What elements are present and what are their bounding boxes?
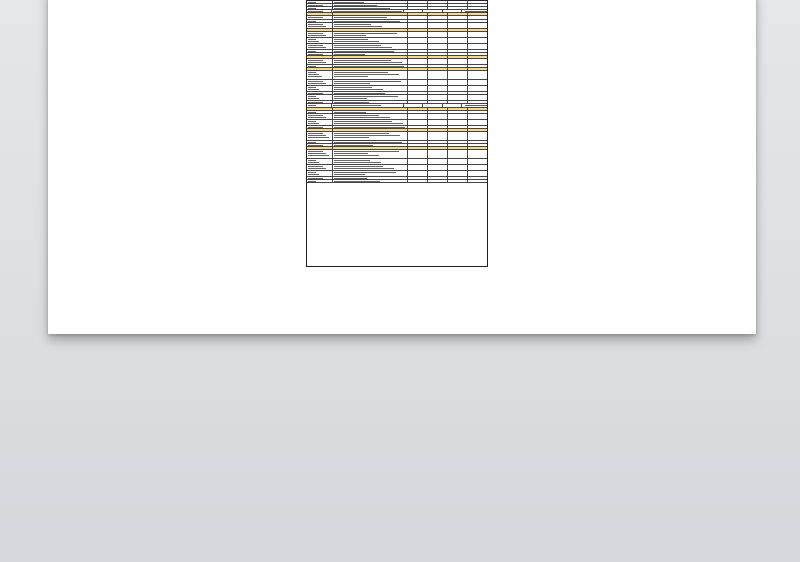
table-cell bbox=[307, 32, 333, 37]
table-cell bbox=[428, 111, 448, 113]
table-cell bbox=[428, 1, 448, 3]
table-cell bbox=[333, 4, 408, 6]
table-cell bbox=[307, 104, 332, 106]
table-cell bbox=[468, 126, 487, 128]
table-cell bbox=[428, 101, 448, 103]
table-cell bbox=[448, 132, 468, 140]
table-cell bbox=[468, 150, 487, 158]
table-cell bbox=[408, 92, 428, 94]
table-cell bbox=[307, 50, 333, 52]
table-cell bbox=[408, 114, 428, 119]
table-cell bbox=[307, 53, 333, 55]
table-cell bbox=[448, 101, 468, 103]
table-cell bbox=[428, 92, 448, 94]
table-cell bbox=[333, 68, 408, 70]
table-cell bbox=[448, 165, 468, 170]
table-cell bbox=[408, 59, 428, 64]
table-cell bbox=[423, 10, 442, 12]
table-cell bbox=[333, 101, 408, 103]
table-cell bbox=[307, 29, 333, 31]
table-cell bbox=[428, 23, 448, 28]
table-cell bbox=[307, 44, 333, 49]
table-cell bbox=[428, 95, 448, 100]
table-cell bbox=[408, 56, 428, 58]
table-cell bbox=[333, 53, 408, 55]
table-cell bbox=[428, 159, 448, 164]
spreadsheet-table bbox=[306, 0, 488, 267]
table-cell bbox=[462, 10, 487, 12]
table-cell bbox=[468, 32, 487, 37]
table-cell bbox=[307, 86, 333, 91]
table-cell bbox=[333, 165, 408, 170]
table-cell bbox=[468, 16, 487, 18]
table-cell bbox=[408, 80, 428, 85]
table-cell bbox=[448, 50, 468, 52]
table-cell bbox=[408, 177, 428, 179]
table-cell bbox=[448, 1, 468, 3]
table-cell bbox=[468, 147, 487, 149]
table-cell bbox=[408, 7, 428, 9]
table-cell bbox=[428, 80, 448, 85]
table-cell bbox=[468, 92, 487, 94]
table-cell bbox=[462, 104, 487, 106]
table-cell bbox=[408, 144, 428, 146]
table-cell bbox=[307, 95, 333, 100]
table-cell bbox=[428, 144, 448, 146]
table-cell bbox=[333, 111, 408, 113]
table-cell bbox=[408, 150, 428, 158]
table-cell bbox=[468, 108, 487, 110]
table-cell bbox=[468, 95, 487, 100]
table-cell bbox=[448, 29, 468, 31]
table-cell bbox=[307, 126, 333, 128]
table-cell bbox=[333, 150, 408, 158]
table-cell bbox=[307, 144, 333, 146]
table-cell bbox=[307, 59, 333, 64]
table-cell bbox=[448, 92, 468, 94]
table-cell bbox=[408, 13, 428, 15]
table-cell bbox=[333, 114, 408, 119]
table-cell bbox=[428, 32, 448, 37]
table-row bbox=[307, 150, 487, 159]
table-cell bbox=[307, 159, 333, 164]
table-cell bbox=[428, 129, 448, 131]
table-cell bbox=[307, 165, 333, 170]
table-cell bbox=[333, 1, 408, 3]
table-cell bbox=[428, 59, 448, 64]
table-cell bbox=[468, 101, 487, 103]
table-cell bbox=[333, 56, 408, 58]
table-cell bbox=[333, 80, 408, 85]
table-cell bbox=[408, 165, 428, 170]
table-cell bbox=[408, 108, 428, 110]
table-cell bbox=[443, 104, 462, 106]
table-cell bbox=[428, 71, 448, 79]
table-cell bbox=[468, 132, 487, 140]
table-cell bbox=[408, 111, 428, 113]
table-cell bbox=[448, 86, 468, 91]
table-cell bbox=[408, 159, 428, 164]
table-cell bbox=[333, 13, 408, 15]
table-cell bbox=[448, 126, 468, 128]
table-cell bbox=[448, 111, 468, 113]
table-cell bbox=[428, 16, 448, 18]
table-cell bbox=[448, 23, 468, 28]
table-cell bbox=[448, 56, 468, 58]
table-cell bbox=[428, 180, 448, 182]
table-cell bbox=[307, 71, 333, 79]
table-cell bbox=[448, 95, 468, 100]
table-cell bbox=[468, 20, 487, 22]
table-cell bbox=[333, 23, 408, 28]
table-cell bbox=[428, 120, 448, 125]
table-cell bbox=[307, 1, 333, 3]
table-cell bbox=[307, 7, 333, 9]
table-cell bbox=[408, 44, 428, 49]
table-cell bbox=[333, 129, 408, 131]
table-cell bbox=[408, 141, 428, 143]
table-cell bbox=[468, 159, 487, 164]
table-cell bbox=[468, 1, 487, 3]
table-cell bbox=[428, 56, 448, 58]
table-cell bbox=[448, 4, 468, 6]
table-cell bbox=[468, 68, 487, 70]
table-cell bbox=[333, 59, 408, 64]
table-cell bbox=[428, 4, 448, 6]
table-cell bbox=[307, 65, 333, 67]
table-cell bbox=[307, 120, 333, 125]
table-cell bbox=[333, 20, 408, 22]
table-cell bbox=[307, 132, 333, 140]
table-cell bbox=[408, 71, 428, 79]
table-cell bbox=[333, 132, 408, 140]
table-cell bbox=[448, 7, 468, 9]
table-cell bbox=[468, 144, 487, 146]
table-cell bbox=[428, 114, 448, 119]
table-cell bbox=[468, 7, 487, 9]
table-cell bbox=[468, 111, 487, 113]
table-cell bbox=[448, 114, 468, 119]
table-cell bbox=[448, 80, 468, 85]
table-cell bbox=[443, 10, 462, 12]
table-cell bbox=[448, 144, 468, 146]
table-cell bbox=[468, 65, 487, 67]
table-cell bbox=[448, 177, 468, 179]
table-cell bbox=[333, 159, 408, 164]
table-cell bbox=[448, 13, 468, 15]
table-cell bbox=[307, 114, 333, 119]
table-cell bbox=[333, 65, 408, 67]
table-cell bbox=[428, 126, 448, 128]
table-cell bbox=[408, 129, 428, 131]
table-cell bbox=[428, 44, 448, 49]
table-cell bbox=[333, 71, 408, 79]
table-cell bbox=[428, 13, 448, 15]
table-cell bbox=[448, 20, 468, 22]
table-cell bbox=[307, 80, 333, 85]
table-row bbox=[307, 71, 487, 80]
table-cell bbox=[408, 53, 428, 55]
table-cell bbox=[307, 177, 333, 179]
table-cell bbox=[468, 120, 487, 125]
table-cell bbox=[448, 150, 468, 158]
table-cell bbox=[333, 95, 408, 100]
table-cell bbox=[468, 13, 487, 15]
table-cell bbox=[468, 53, 487, 55]
table-cell bbox=[404, 10, 423, 12]
table-cell bbox=[333, 126, 408, 128]
table-cell bbox=[448, 108, 468, 110]
table-cell bbox=[448, 38, 468, 43]
table-cell bbox=[408, 50, 428, 52]
document-page bbox=[48, 0, 756, 334]
table-cell bbox=[333, 92, 408, 94]
table-cell bbox=[332, 104, 404, 106]
table-cell bbox=[468, 165, 487, 170]
table-cell bbox=[428, 38, 448, 43]
table-cell bbox=[428, 68, 448, 70]
table-cell bbox=[428, 147, 448, 149]
table-cell bbox=[428, 20, 448, 22]
table-cell bbox=[307, 10, 332, 12]
table-cell bbox=[333, 120, 408, 125]
table-cell bbox=[307, 38, 333, 43]
table-cell bbox=[408, 20, 428, 22]
table-cell bbox=[468, 177, 487, 179]
table-cell bbox=[448, 65, 468, 67]
table-cell bbox=[307, 150, 333, 158]
table-cell bbox=[307, 92, 333, 94]
table-cell bbox=[408, 120, 428, 125]
table-cell bbox=[428, 53, 448, 55]
table-cell bbox=[468, 129, 487, 131]
table-cell bbox=[307, 141, 333, 143]
table-row bbox=[307, 132, 487, 141]
table-cell bbox=[448, 171, 468, 176]
table-cell bbox=[307, 180, 333, 182]
table-cell bbox=[333, 144, 408, 146]
table-cell bbox=[468, 38, 487, 43]
table-cell bbox=[448, 159, 468, 164]
table-cell bbox=[332, 10, 404, 12]
table-cell bbox=[428, 29, 448, 31]
table-cell bbox=[408, 132, 428, 140]
table-cell bbox=[307, 20, 333, 22]
table-cell bbox=[408, 180, 428, 182]
table-cell bbox=[307, 129, 333, 131]
table-cell bbox=[428, 171, 448, 176]
table-cell bbox=[448, 59, 468, 64]
table-cell bbox=[307, 23, 333, 28]
table-cell bbox=[307, 111, 333, 113]
table-cell bbox=[408, 38, 428, 43]
table-cell bbox=[408, 23, 428, 28]
table-cell bbox=[448, 68, 468, 70]
table-cell bbox=[408, 86, 428, 91]
table-cell bbox=[333, 7, 408, 9]
table-cell bbox=[448, 141, 468, 143]
table-cell bbox=[307, 13, 333, 15]
table-cell bbox=[448, 129, 468, 131]
table-cell bbox=[448, 53, 468, 55]
table-cell bbox=[448, 120, 468, 125]
table-cell bbox=[307, 101, 333, 103]
table-cell bbox=[468, 23, 487, 28]
table-cell bbox=[408, 95, 428, 100]
table-cell bbox=[448, 44, 468, 49]
table-cell bbox=[333, 44, 408, 49]
table-cell bbox=[428, 108, 448, 110]
table-cell bbox=[428, 150, 448, 158]
table-cell bbox=[468, 80, 487, 85]
table-row bbox=[307, 180, 487, 183]
table-cell bbox=[423, 104, 442, 106]
table-cell bbox=[448, 16, 468, 18]
table-cell bbox=[468, 29, 487, 31]
table-cell bbox=[468, 44, 487, 49]
table-cell bbox=[333, 86, 408, 91]
table-cell bbox=[468, 4, 487, 6]
table-cell bbox=[428, 50, 448, 52]
table-cell bbox=[408, 1, 428, 3]
table-cell bbox=[408, 126, 428, 128]
table-cell bbox=[408, 29, 428, 31]
table-cell bbox=[333, 29, 408, 31]
table-cell bbox=[404, 104, 423, 106]
table-cell bbox=[408, 32, 428, 37]
table-cell bbox=[428, 65, 448, 67]
table-cell bbox=[307, 171, 333, 176]
table-cell bbox=[408, 4, 428, 6]
table-cell bbox=[408, 147, 428, 149]
table-cell bbox=[468, 114, 487, 119]
table-cell bbox=[333, 38, 408, 43]
table-cell bbox=[333, 147, 408, 149]
table-cell bbox=[428, 177, 448, 179]
table-cell bbox=[333, 108, 408, 110]
table-cell bbox=[428, 7, 448, 9]
table-cell bbox=[333, 171, 408, 176]
table-cell bbox=[333, 32, 408, 37]
table-cell bbox=[468, 50, 487, 52]
table-cell bbox=[448, 180, 468, 182]
table-cell bbox=[307, 68, 333, 70]
table-cell bbox=[333, 180, 408, 182]
table-cell bbox=[448, 71, 468, 79]
table-cell bbox=[333, 50, 408, 52]
table-cell bbox=[468, 180, 487, 182]
table-cell bbox=[333, 177, 408, 179]
table-cell bbox=[408, 171, 428, 176]
table-cell bbox=[333, 141, 408, 143]
table-cell bbox=[468, 86, 487, 91]
table-cell bbox=[333, 16, 408, 18]
table-cell bbox=[468, 56, 487, 58]
table-cell bbox=[408, 16, 428, 18]
table-cell bbox=[428, 86, 448, 91]
table-cell bbox=[307, 4, 333, 6]
table-cell bbox=[448, 32, 468, 37]
table-cell bbox=[307, 108, 333, 110]
table-cell bbox=[428, 165, 448, 170]
table-cell bbox=[468, 171, 487, 176]
table-cell bbox=[448, 147, 468, 149]
table-cell bbox=[408, 68, 428, 70]
table-cell bbox=[307, 16, 333, 18]
table-cell bbox=[468, 71, 487, 79]
table-cell bbox=[408, 101, 428, 103]
table-cell bbox=[428, 132, 448, 140]
table-cell bbox=[468, 141, 487, 143]
table-cell bbox=[428, 141, 448, 143]
table-cell bbox=[307, 147, 333, 149]
table-cell bbox=[468, 59, 487, 64]
table-cell bbox=[307, 56, 333, 58]
table-cell bbox=[408, 65, 428, 67]
